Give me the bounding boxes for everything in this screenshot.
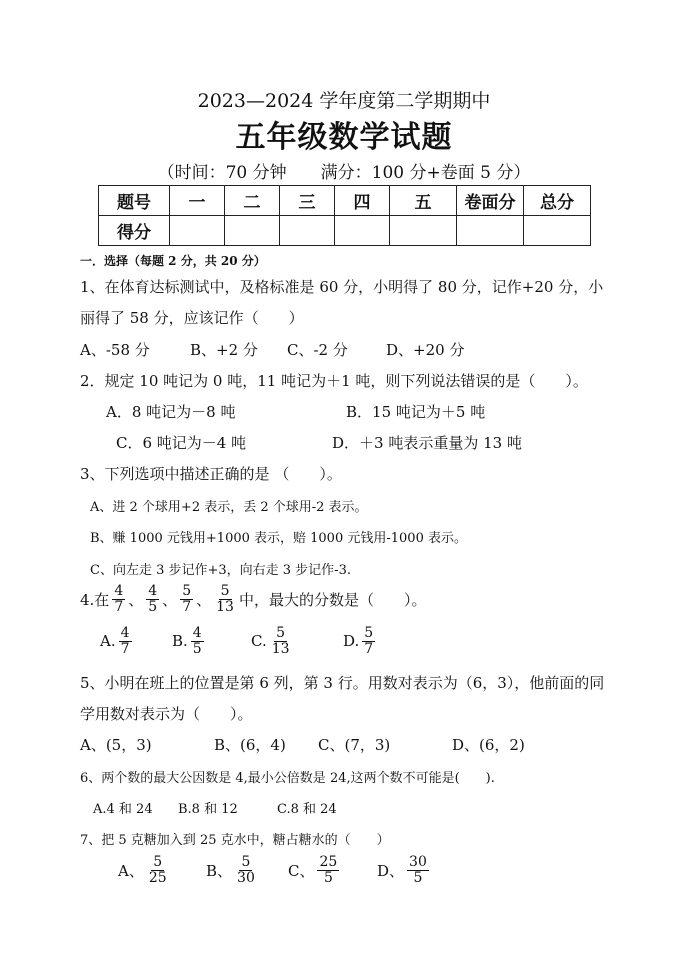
q3-option-c[interactable]: C、向左走 3 步记作+3，向右走 3 步记作-3. [90, 563, 351, 578]
q2-option-d[interactable]: D．＋3 吨表示重量为 13 吨 [332, 434, 522, 452]
q1-option-d[interactable]: D、+20 分 [386, 341, 465, 359]
q4-separator: 、 [196, 590, 212, 609]
exam-full-score: 满分：100 分+卷面 5 分） [320, 163, 531, 183]
q5-option-c[interactable]: C、(7，3) [318, 736, 391, 754]
score-table-header-row [99, 186, 591, 216]
score-table-score-row [99, 216, 591, 246]
q4-option-fraction: $\frac{4}{5}$ [192, 625, 202, 657]
q5-option-b[interactable]: B、(6，4) [214, 736, 286, 754]
score-cell[interactable] [335, 216, 390, 246]
q4-stem-fraction: $\frac{4}{5}$ [148, 583, 158, 615]
q1-stem-line2: 丽得了 58 分，应该记作（ ） [80, 309, 304, 327]
score-col-2: 二 [225, 186, 280, 216]
exam-time: （时间：70 分钟 [157, 163, 287, 183]
q1-option-b[interactable]: B、+2 分 [190, 341, 258, 359]
score-col-4: 四 [335, 186, 390, 216]
q4-option-d[interactable]: D. $\frac{5}{7}$ [343, 625, 374, 657]
q1-option-c[interactable]: C、-2 分 [287, 341, 348, 359]
score-cell[interactable] [280, 216, 335, 246]
q3-option-b[interactable]: B、赚 1000 元钱用+1000 表示，赔 1000 元钱用-1000 表示。 [90, 531, 467, 546]
q6-option-b[interactable]: B.8 和 12 [178, 802, 238, 817]
q4-option-b[interactable]: B. $\frac{4}{5}$ [172, 625, 202, 657]
q7-option-b[interactable]: B、 $\frac{5}{30}$ [206, 854, 255, 886]
q4-prefix: 4.在 [80, 590, 110, 609]
q2-option-b[interactable]: B．15 吨记为＋5 吨 [346, 403, 486, 421]
q4-option-a[interactable]: A. $\frac{4}{7}$ [100, 625, 130, 657]
q7-option-a[interactable]: A、 $\frac{5}{25}$ [118, 854, 167, 886]
q7-option-fraction: $\frac{25}{5}$ [319, 854, 338, 886]
section-title: 一．选择（每题 2 分，共 20 分） [80, 254, 266, 268]
q6-option-a[interactable]: A.4 和 24 [93, 802, 153, 817]
q4-stem-fraction: $\frac{5}{7}$ [182, 583, 192, 615]
q4-stem-fraction: $\frac{4}{7}$ [114, 583, 124, 615]
exam-year-line: 2023—2024 学年度第二学期期中 [197, 90, 491, 112]
score-cell[interactable] [524, 216, 591, 246]
score-col-3: 三 [280, 186, 335, 216]
q4-option-c[interactable]: C. $\frac{5}{13}$ [251, 625, 290, 657]
q6-option-c[interactable]: C.8 和 24 [277, 802, 337, 817]
q4-option-fraction: $\frac{5}{13}$ [271, 625, 290, 657]
q7-option-fraction: $\frac{5}{30}$ [237, 854, 255, 886]
q7-option-c[interactable]: C、 $\frac{25}{5}$ [288, 854, 338, 886]
q3-option-a[interactable]: A、进 2 个球用+2 表示，丢 2 个球用-2 表示。 [90, 500, 368, 515]
score-header-label: 题号 [99, 186, 170, 216]
score-cell[interactable] [225, 216, 280, 246]
q7-option-fraction: $\frac{5}{25}$ [148, 854, 167, 886]
q7-stem: 7、把 5 克糖加入到 25 克水中，糖占糖水的（ ） [80, 833, 390, 848]
q5-option-d[interactable]: D、(6，2) [452, 736, 525, 754]
exam-info [0, 158, 688, 183]
q6-stem: 6、两个数的最大公因数是 4,最小公倍数是 24,这两个数不可能是( ). [80, 771, 495, 786]
q4-option-fraction: $\frac{4}{7}$ [120, 625, 130, 657]
score-row-label: 得分 [99, 216, 170, 246]
q1-option-a[interactable]: A、-58 分 [80, 341, 150, 359]
score-col-neatness: 卷面分 [457, 186, 524, 216]
q4-option-fraction: $\frac{5}{7}$ [364, 625, 374, 657]
score-cell[interactable] [390, 216, 457, 246]
score-col-5: 五 [390, 186, 457, 216]
q2-stem: 2．规定 10 吨记为 0 吨，11 吨记为＋1 吨，则下列说法错误的是（ ）。 [80, 372, 588, 390]
q4-suffix: 中，最大的分数是（ ）。 [238, 590, 427, 609]
q4-stem [80, 584, 426, 614]
q1-stem-line1: 1、在体育达标测试中，及格标准是 60 分，小明得了 80 分，记作+20 分，小 [80, 278, 604, 296]
q7-option-d[interactable]: D、 $\frac{30}{5}$ [377, 854, 427, 886]
q4-separator: 、 [162, 590, 178, 609]
q2-option-c[interactable]: C．6 吨记为－4 吨 [116, 434, 247, 452]
score-cell[interactable] [170, 216, 225, 246]
q5-option-a[interactable]: A、(5，3) [80, 736, 152, 754]
q2-option-a[interactable]: A．8 吨记为－8 吨 [106, 403, 236, 421]
q4-stem-fraction: $\frac{5}{13}$ [216, 583, 234, 615]
q7-option-fraction: $\frac{30}{5}$ [409, 854, 427, 886]
score-col-total: 总分 [524, 186, 591, 216]
q5-stem-line1: 5、小明在班上的位置是第 6 列，第 3 行。用数对表示为（6，3），他前面的同 [80, 674, 605, 692]
score-col-1: 一 [170, 186, 225, 216]
exam-title: 五年级数学试题 [235, 120, 453, 155]
q5-stem-line2: 学用数对表示为（ ）。 [80, 705, 253, 723]
score-table [98, 185, 591, 246]
score-cell[interactable] [457, 216, 524, 246]
q4-separator: 、 [128, 590, 144, 609]
q3-stem: 3、下列选项中描述正确的是 （ ）。 [80, 465, 342, 483]
